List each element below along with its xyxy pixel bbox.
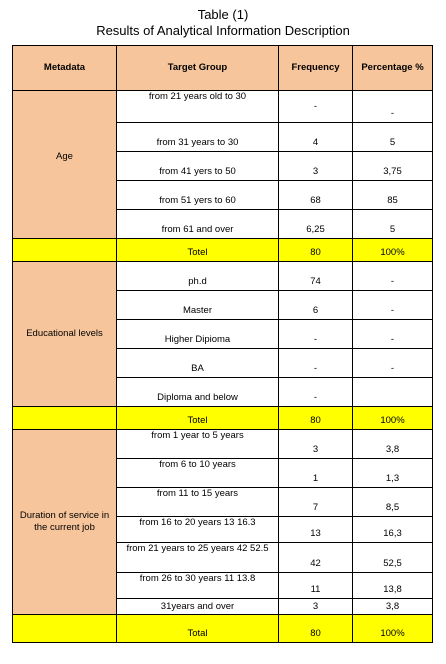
age-group-cell: from 41 yers to 50 [117,152,279,181]
service-freq-cell: 42 [279,543,353,573]
edu-freq-cell: 74 [279,262,353,291]
header-frequency: Frequency [279,46,353,91]
service-freq-cell: 1 [279,459,353,488]
service-pct-cell: 13,8 [353,573,433,599]
header-row [13,46,433,91]
service-group-cell: from 21 years to 25 years 42 52.5 [117,543,279,573]
age-pct-cell: - [353,91,433,123]
service-pct-cell: 16,3 [353,517,433,543]
edu-pct-cell: - [353,349,433,378]
service-group-cell: from 1 year to 5 years [117,430,279,459]
edu-group-cell: Higher Dipioma [117,320,279,349]
total-label: Totel [117,239,279,262]
education-label: Educational levels [13,262,117,407]
age-group-cell: from 61 and over [117,210,279,239]
table-row [13,91,433,123]
service-freq-cell: 11 [279,573,353,599]
edu-freq-cell: - [279,349,353,378]
header-target-group: Target Group [117,46,279,91]
edu-freq-cell: - [279,320,353,349]
age-group-cell: from 21 years old to 30 [117,91,279,123]
total-label: Totel [117,407,279,430]
table-row [13,262,433,291]
age-label: Age [13,91,117,239]
edu-group-cell: Master [117,291,279,320]
age-pct-cell: 5 [353,123,433,152]
age-group-cell: from 51 yers to 60 [117,181,279,210]
age-freq-cell: - [279,91,353,123]
service-freq-cell: 13 [279,517,353,543]
header-percentage: Percentage % [353,46,433,91]
table-title: Table (1) [197,7,249,22]
service-group-cell: from 11 to 15 years [117,488,279,517]
service-freq-cell: 7 [279,488,353,517]
total-pct: 100% [353,615,433,643]
total-freq: 80 [279,615,353,643]
edu-pct-cell: - [353,320,433,349]
service-pct-cell: 1,3 [353,459,433,488]
total-label: Total [117,615,279,643]
service-label: Duration of service in the current job [13,430,117,615]
total-freq: 80 [279,239,353,262]
age-freq-cell: 68 [279,181,353,210]
edu-freq-cell: 6 [279,291,353,320]
table-caption [0,0,446,39]
total-row [13,407,433,430]
total-spacer [13,407,117,430]
total-freq: 80 [279,407,353,430]
age-pct-cell: 85 [353,181,433,210]
edu-freq-cell: - [279,378,353,407]
results-table [12,45,433,643]
service-pct-cell: 52,5 [353,543,433,573]
edu-group-cell: ph.d [117,262,279,291]
service-pct-cell: 8,5 [353,488,433,517]
service-group-cell: from 6 to 10 years [117,459,279,488]
age-freq-cell: 3 [279,152,353,181]
age-pct-cell: 5 [353,210,433,239]
edu-pct-cell: - [353,262,433,291]
edu-group-cell: BA [117,349,279,378]
total-spacer [13,239,117,262]
total-row [13,239,433,262]
age-group-cell: from 31 years to 30 [117,123,279,152]
edu-pct-cell: - [353,291,433,320]
table-subtitle: Results of Analytical Information Description [96,23,350,38]
service-group-cell: 31years and over [117,599,279,615]
age-freq-cell: 6,25 [279,210,353,239]
service-group-cell: from 26 to 30 years 11 13.8 [117,573,279,599]
age-pct-cell: 3,75 [353,152,433,181]
table-row [13,430,433,459]
service-freq-cell: 3 [279,430,353,459]
header-metadata: Metadata [13,46,117,91]
service-freq-cell: 3 [279,599,353,615]
service-group-cell: from 16 to 20 years 13 16.3 [117,517,279,543]
edu-pct-cell [353,378,433,407]
edu-group-cell: Diploma and below [117,378,279,407]
service-pct-cell: 3,8 [353,599,433,615]
service-pct-cell: 3,8 [353,430,433,459]
total-pct: 100% [353,407,433,430]
total-row [13,615,433,643]
total-spacer [13,615,117,643]
total-pct: 100% [353,239,433,262]
age-freq-cell: 4 [279,123,353,152]
